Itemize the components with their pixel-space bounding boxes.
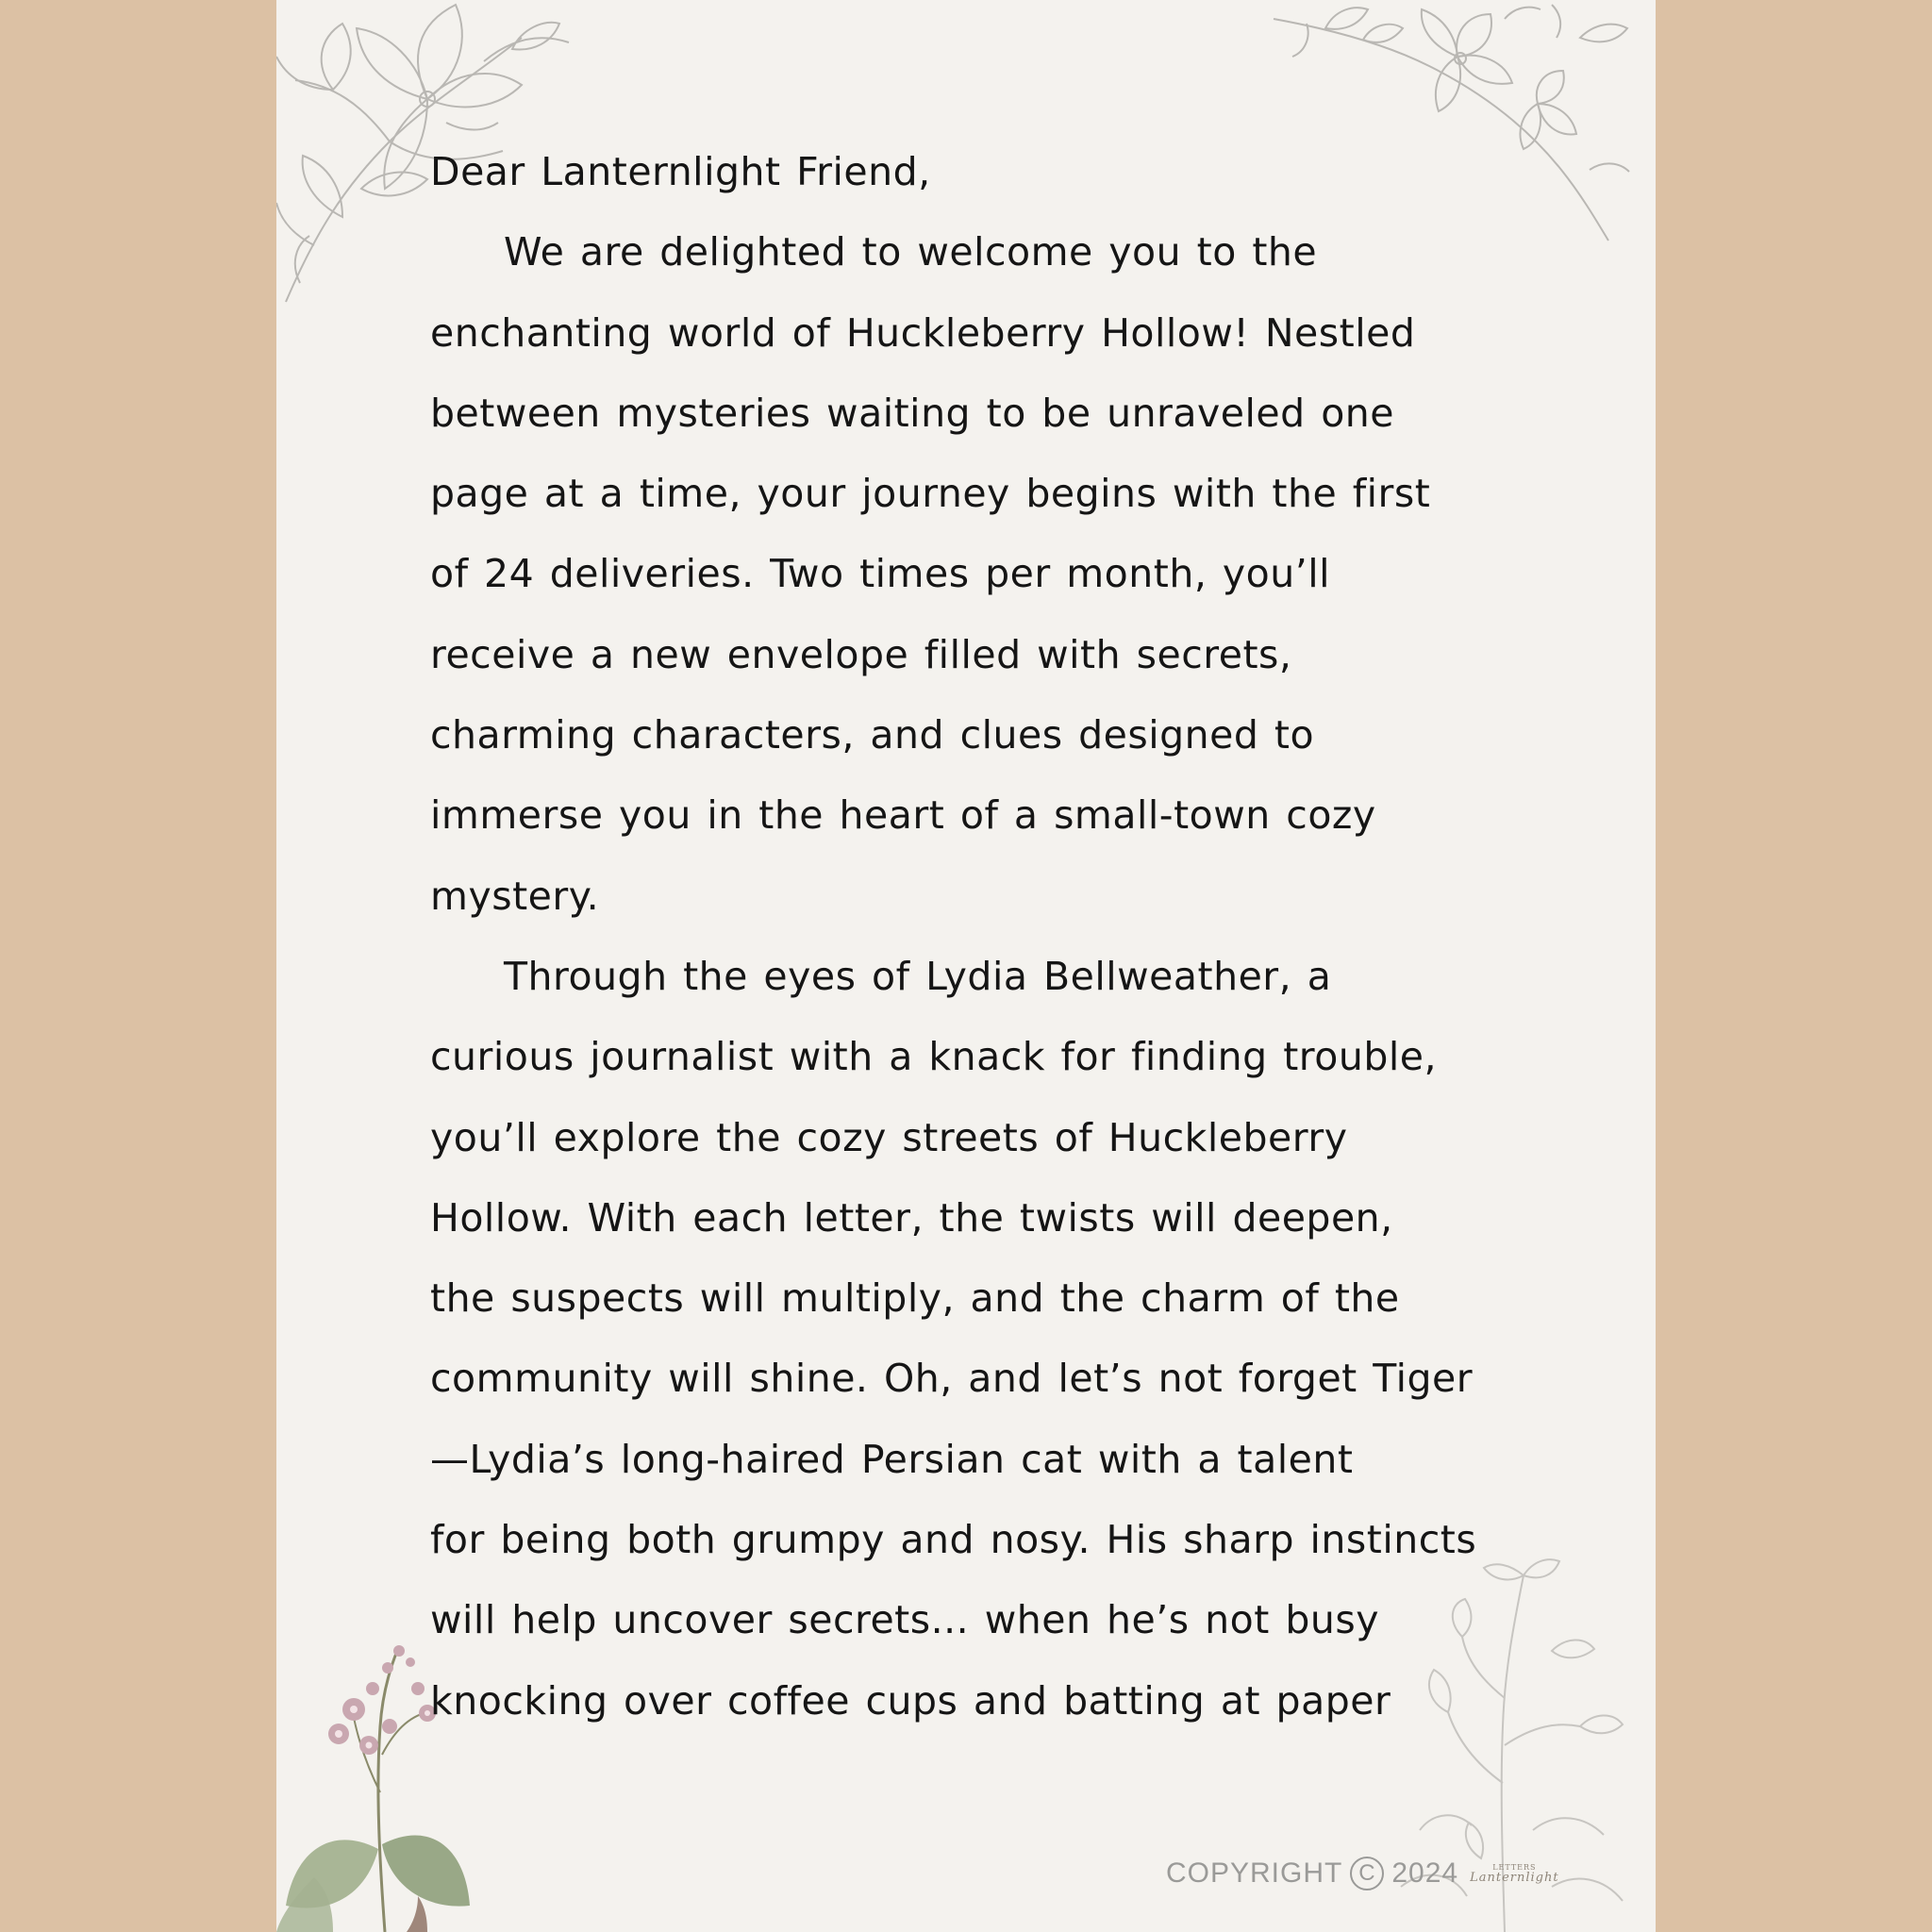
paragraph-2-line: the suspects will multiply, and the charm of the <box>430 1275 1400 1322</box>
paragraph-2-line: Hollow. With each letter, the twists will deepen, <box>430 1194 1393 1241</box>
paragraph-2-line: you’ll explore the cozy streets of Huckleberry <box>430 1114 1348 1160</box>
paragraph-1-line: charming characters, and clues designed to <box>430 712 1315 758</box>
paragraph-1-line: of 24 deliveries. Two times per month, you’ll <box>430 551 1331 597</box>
paragraph-1-line: immerse you in the heart of a small-town cozy <box>430 792 1376 839</box>
brand-logo <box>1470 1864 1559 1884</box>
salutation: Dear Lanternlight Friend, <box>430 149 931 194</box>
paragraph-2-line: for being both grumpy and nosy. His sharp instincts <box>430 1517 1477 1563</box>
brand-logo-script-text: Lanternlight <box>1470 1870 1559 1885</box>
paragraph-1-line: page at a time, your journey begins with the first <box>430 471 1431 517</box>
copyright-symbol-icon <box>1350 1857 1384 1890</box>
paragraph-1-line: between mysteries waiting to be unraveled one <box>430 390 1394 436</box>
paragraph-2-line: —Lydia’s long-haired Persian cat with a talent <box>430 1436 1354 1482</box>
paragraph-1 <box>430 212 1562 937</box>
letter-page <box>276 0 1656 1932</box>
copyright-year: 2024 <box>1391 1857 1459 1889</box>
copyright-label: COPYRIGHT <box>1166 1857 1343 1889</box>
paragraph-2-line: Through the eyes of Lydia Bellweather, a <box>504 953 1332 999</box>
paragraph-1-line: receive a new envelope filled with secrets, <box>430 631 1292 677</box>
letter-body <box>430 132 1562 1741</box>
paragraph-1-line: mystery. <box>430 873 600 919</box>
brand-logo-small-text: LETTERS <box>1492 1862 1537 1872</box>
paragraph-1-line: enchanting world of Huckleberry Hollow! Nestled <box>430 309 1416 356</box>
paragraph-2-line: community will shine. Oh, and let’s not forget Tiger <box>430 1356 1474 1402</box>
paragraph-2-line: knocking over coffee cups and batting at paper <box>430 1677 1391 1724</box>
paragraph-2-line: will help uncover secrets... when he’s not busy <box>430 1597 1379 1643</box>
paragraph-1-line: We are delighted to welcome you to the <box>504 229 1318 275</box>
paragraph-2-line: curious journalist with a knack for finding trouble, <box>430 1034 1437 1080</box>
copyright-notice <box>1166 1857 1559 1890</box>
copyright-symbol-letter: C <box>1358 1860 1376 1886</box>
paragraph-2 <box>430 937 1562 1741</box>
